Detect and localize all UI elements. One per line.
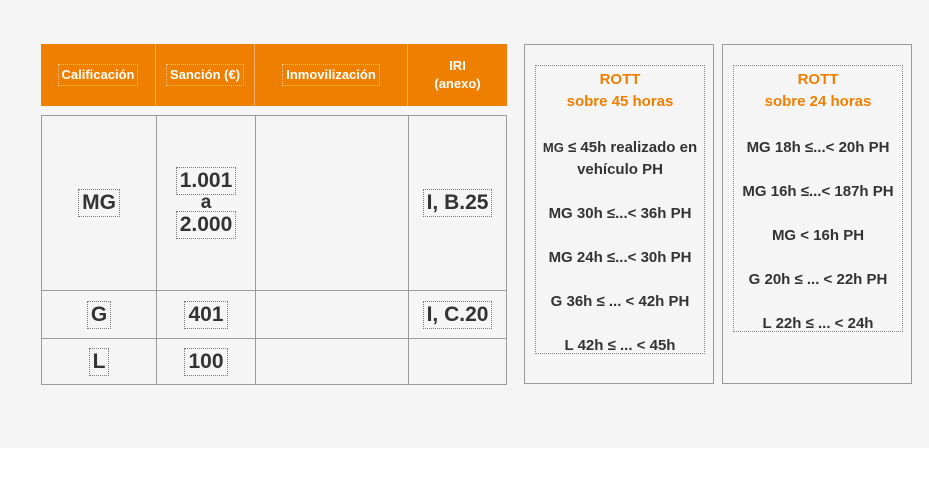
cell-calificacion [42,116,157,290]
cell-inmovilizacion [256,116,409,290]
header-sancion [156,44,255,106]
rott-24h-line: MG < 16h PH [771,227,865,244]
rott-45h-line: MG 24h ≤...< 30h PH [548,249,692,266]
rott-24h-title: ROTT [797,71,839,88]
sancion-value: 401 [185,302,226,328]
sancion-from: 1.001 [177,168,236,194]
cell-iri [409,116,506,290]
rott-45h-line: vehículo PH [577,161,663,178]
calificacion-value: L [90,349,109,375]
cell-calificacion [42,291,157,338]
rott-45h-content [535,65,705,354]
calificacion-value: MG [79,190,119,216]
rott-24h-line: MG 16h ≤...< 187h PH [742,183,894,200]
rott-45h-subtitle: sobre 45 horas [566,93,674,110]
cell-iri [409,291,506,338]
iri-value: I, C.20 [424,302,492,328]
rott-45h-line: G 36h ≤ ... < 42h PH [550,293,690,310]
table-body [41,115,507,385]
header-sancion-label: Sanción (€) [167,65,243,85]
rott-45h-line-text: ≤ 45h realizado en [568,139,698,156]
rott-24h-subtitle: sobre 24 horas [764,93,872,110]
header-inmovilizacion-label: Inmovilización [283,65,379,85]
rott-45h-line: L 42h ≤ ... < 45h [564,337,676,354]
cell-inmovilizacion [256,291,409,338]
header-iri-label: IRI [449,58,466,73]
table-row [42,116,506,291]
header-inmovilizacion [255,44,408,106]
iri-value: I, B.25 [424,190,492,216]
rott-24h-line: G 20h ≤ ... < 22h PH [748,271,888,288]
rott-24h-content [733,65,903,332]
rott-45h-line: MG 30h ≤...< 36h PH [548,205,692,222]
calificacion-value: G [88,302,110,328]
cell-iri [409,339,506,384]
rott-45h-line-prefix: MG [542,140,564,155]
table-header [41,44,507,106]
header-calificacion [41,44,156,106]
header-calificacion-label: Calificación [59,65,138,85]
rott-45h-line [536,137,704,159]
rott-45h-title: ROTT [599,71,641,88]
cell-calificacion [42,339,157,384]
rott-24h-panel [722,44,912,384]
header-anexo-label: (anexo) [434,76,481,91]
rott-45h-panel [524,44,714,384]
table-row [42,339,506,384]
table-row [42,291,506,339]
sancion-to: 2.000 [177,212,236,238]
rott-24h-line: L 22h ≤ ... < 24h [762,315,874,332]
rott-24h-line: MG 18h ≤...< 20h PH [746,139,890,156]
cell-inmovilizacion [256,339,409,384]
sancion-range [177,168,236,238]
sancion-value: 100 [185,349,226,375]
cell-sancion [157,291,256,338]
header-iri [408,44,507,106]
cell-sancion [157,116,256,290]
cell-sancion [157,339,256,384]
sancion-separator: a [200,192,212,213]
